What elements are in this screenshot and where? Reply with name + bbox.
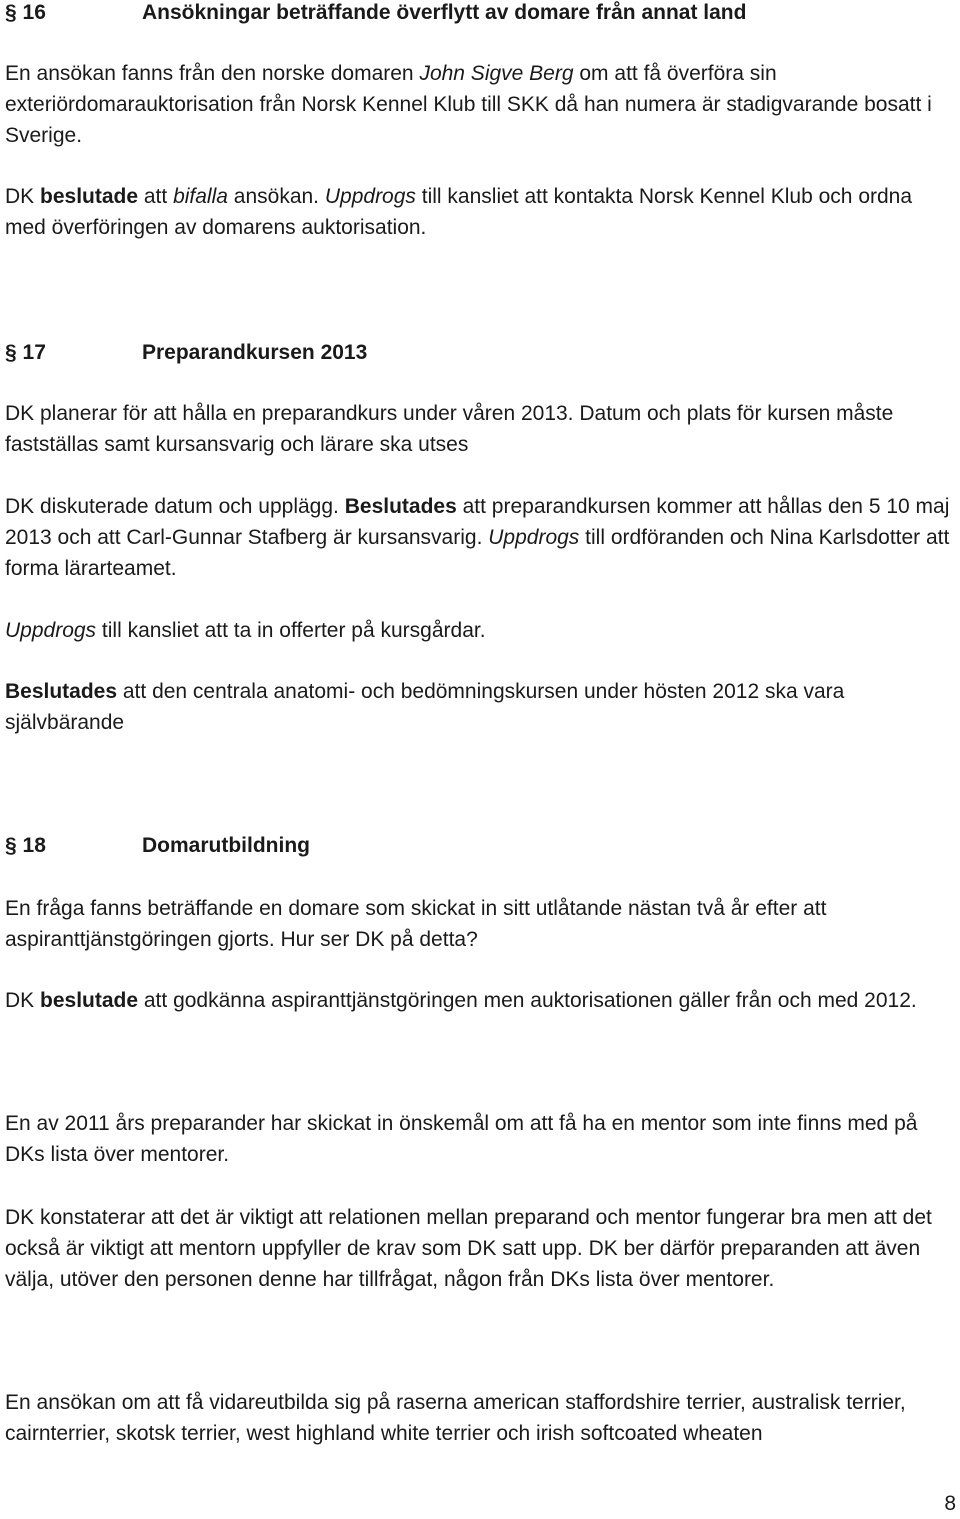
text-run: DK	[5, 185, 41, 208]
assignment-keyword: Uppdrogs	[488, 526, 580, 549]
section-title: Ansökningar beträffande överflytt av domare från annat land	[142, 1, 747, 24]
text-run: att godkänna aspiranttjänstgöringen men auktorisationen gäller från och med 2012.	[138, 989, 917, 1012]
decision-verb: bifalla	[173, 185, 228, 208]
assignment-keyword: Uppdrogs	[324, 185, 416, 208]
section-18-heading	[5, 830, 950, 861]
section-number: § 16	[5, 1, 46, 24]
text-run: om att få överföra sin exteriördomarauktorisation från Norsk Kennel Klub till SKK då han numera är stadigvarande bosatt i Sverige.	[5, 62, 932, 147]
text-run: DK diskuterade datum och upplägg.	[5, 495, 345, 518]
paragraph: DK konstaterar att det är viktigt att relationen mellan preparand och mentor fungerar bra men att det också är viktigt att mentorn uppfyller de krav som DK satt upp. DK ber därför preparanden att även välja, utöver den personen denne har tillfrågat, någon från DKs lista över mentorer.	[5, 1206, 932, 1291]
text-run: att den centrala anatomi- och bedömningskursen under hösten 2012 ska vara självbärande	[5, 680, 845, 734]
assignment-keyword: Uppdrogs	[5, 619, 97, 642]
paragraph	[5, 615, 950, 646]
paragraph: En ansökan om att få vidareutbilda sig på raserna american staffordshire terrier, australisk terrier, cairnterrier, skotsk terrier, west highland white terrier och irish softcoated wheaten	[5, 1391, 906, 1445]
text-run: till kansliet att kontakta Norsk Kennel Klub och ordna med överföringen av domarens auktorisation.	[5, 185, 913, 239]
decision-keyword: beslutade	[40, 989, 139, 1012]
text-run: att	[138, 185, 174, 208]
decision-paragraph	[5, 491, 950, 584]
decision-keyword: Beslutades	[5, 680, 118, 703]
section-16-heading	[5, 0, 950, 28]
paragraph	[5, 58, 950, 151]
text-run: ansökan.	[227, 185, 325, 208]
section-title: Domarutbildning	[142, 834, 310, 857]
page-number: 8	[944, 1492, 956, 1515]
text-run: att preparandkursen kommer att hållas den 5 10 maj 2013 och att Carl-Gunnar Stafberg är kursansvarig.	[5, 495, 950, 549]
decision-keyword: beslutade	[40, 185, 139, 208]
decision-paragraph	[5, 985, 950, 1016]
decision-paragraph	[5, 676, 950, 738]
text-run: till kansliet att ta in offerter på kursgårdar.	[96, 619, 486, 642]
paragraph: En fråga fanns beträffande en domare som skickat in sitt utlåtande nästan två år efter att aspiranttjänstgöringen gjorts. Hur ser DK på detta?	[5, 897, 827, 951]
decision-keyword: Beslutades	[344, 495, 457, 518]
section-title: Preparandkursen 2013	[142, 341, 368, 364]
decision-paragraph	[5, 181, 950, 243]
paragraph: En av 2011 års preparander har skickat in önskemål om att få ha en mentor som inte finns med på DKs lista över mentorer.	[5, 1112, 918, 1166]
paragraph: DK planerar för att hålla en preparandkurs under våren 2013. Datum och plats för kursen måste fastställas samt kursansvarig och lärare ska utses	[5, 402, 894, 456]
text-run: DK	[5, 989, 41, 1012]
text-run: En ansökan fanns från den norske domaren	[5, 62, 420, 85]
section-number: § 17	[5, 341, 46, 364]
section-17-heading	[5, 337, 950, 368]
person-name: John Sigve Berg	[419, 62, 574, 85]
text-run: till ordföranden och Nina Karlsdotter att forma lärarteamet.	[5, 526, 950, 580]
section-number: § 18	[5, 834, 46, 857]
